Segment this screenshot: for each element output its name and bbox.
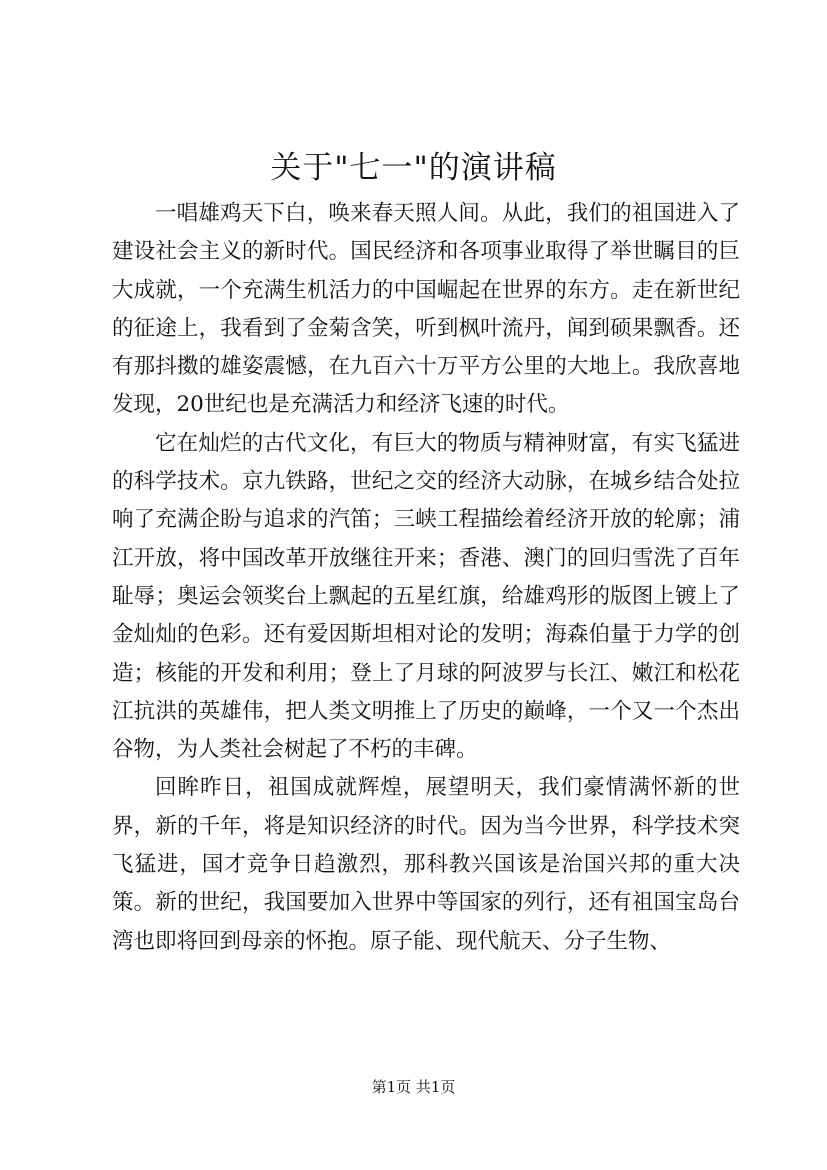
paragraph-2: 它在灿烂的古代文化，有巨大的物质与精神财富，有实飞猛进的科学技术。京九铁路，世纪之交的经济大动脉，在城乡结合处拉响了充满企盼与追求的汽笛；三峡工程描绘着经济开放的轮廓；浦江开放，将中国改革开放继往开来；香港、澳门的回归雪洗了百年耻辱；奥运会领奖台上飘起的五星红旗，给雄鸡形的版图上镀上了金灿灿的色彩。还有爱因斯坦相对论的发明；海森伯量于力学的创造；核能的开发和利用；登上了月球的阿波罗与长江、嫩江和松花江抗洪的英雄伟，把人类文明推上了历史的巅峰，一个又一个杰出谷物，为人类社会树起了不朽的丰碑。 — [112, 430, 740, 763]
document-body — [112, 195, 740, 961]
paragraph-1: 一唱雄鸡天下白，唤来春天照人间。从此，我们的祖国进入了建设社会主义的新时代。国民经济和各项事业取得了举世瞩目的巨大成就，一个充满生机活力的中国崛起在世界的东方。走在新世纪的征途上，我看到了金菊含笑，听到枫叶流丹，闻到硕果飘香。还有那抖擞的雄姿震憾，在九百六十万平方公里的大地上。我欣喜地发现，20世纪也是充满活力和经济飞速的时代。 — [112, 201, 740, 418]
document-title: 关于"七一"的演讲稿 — [270, 150, 557, 186]
paragraph-3: 回眸昨日，祖国成就辉煌，展望明天，我们豪情满怀新的世界，新的千年，将是知识经济的时代。因为当今世界，科学技术突飞猛进，国才竞争日趋激烈，那科教兴国该是治国兴邦的重大决策。新的世纪，我国要加入世界中等国家的列行，还有祖国宝岛台湾也即将回到母亲的怀抱。原子能、现代航天、分子生物、 — [112, 775, 740, 954]
page-number-footer: 第1页 共1页 — [371, 1078, 456, 1096]
